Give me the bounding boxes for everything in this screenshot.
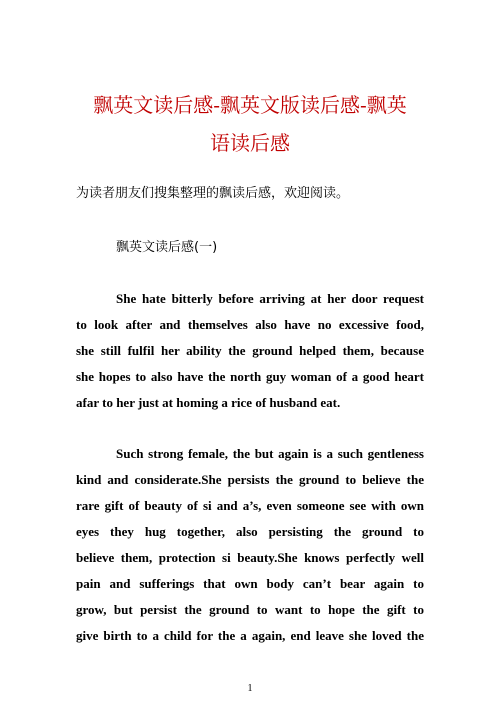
- paragraph-line: to look after and themselves also have no excessive food,: [76, 317, 424, 332]
- paragraph-line: afar to her just at homing a rice of husband eat.: [76, 395, 341, 410]
- title-line-1: 飘英文读后感-飘英文版读后感-飘英: [93, 93, 407, 117]
- paragraph-line: Such strong female, the but again is a such gentleness: [116, 446, 424, 461]
- paragraph-line: believe them, protection si beauty.She knows perfectly well: [76, 550, 424, 565]
- paragraph-line: kind and considerate.She persists the ground to believe the: [76, 472, 424, 487]
- paragraph-line: she still fulfil her ability the ground helped them, because: [76, 343, 424, 358]
- paragraph-line: She hate bitterly before arriving at her door request: [116, 291, 424, 306]
- title-line-2: 语读后感: [210, 131, 290, 155]
- section-heading: 飘英文读后感(一): [116, 240, 218, 255]
- document-title: [60, 86, 440, 162]
- paragraph-1: [76, 286, 424, 416]
- intro-text: 为读者朋友们搜集整理的飘读后感，欢迎阅读。: [76, 186, 350, 201]
- page-number: 1: [247, 683, 253, 694]
- paragraph-line: she hopes to also have the north guy woman of a good heart: [76, 369, 424, 384]
- paragraph-line: eyes they hug together, also persisting the ground to: [76, 524, 424, 539]
- paragraph-line: pain and sufferings that own body can’t bear again to: [76, 576, 424, 591]
- paragraph-line: give birth to a child for the a again, end leave she loved the: [76, 628, 424, 643]
- paragraph-line: rare gift of beauty of si and a’s, even someone see with own: [76, 498, 424, 513]
- paragraph-line: grow, but persist the ground to want to hope the gift to: [76, 602, 424, 617]
- paragraph-2: [76, 441, 424, 649]
